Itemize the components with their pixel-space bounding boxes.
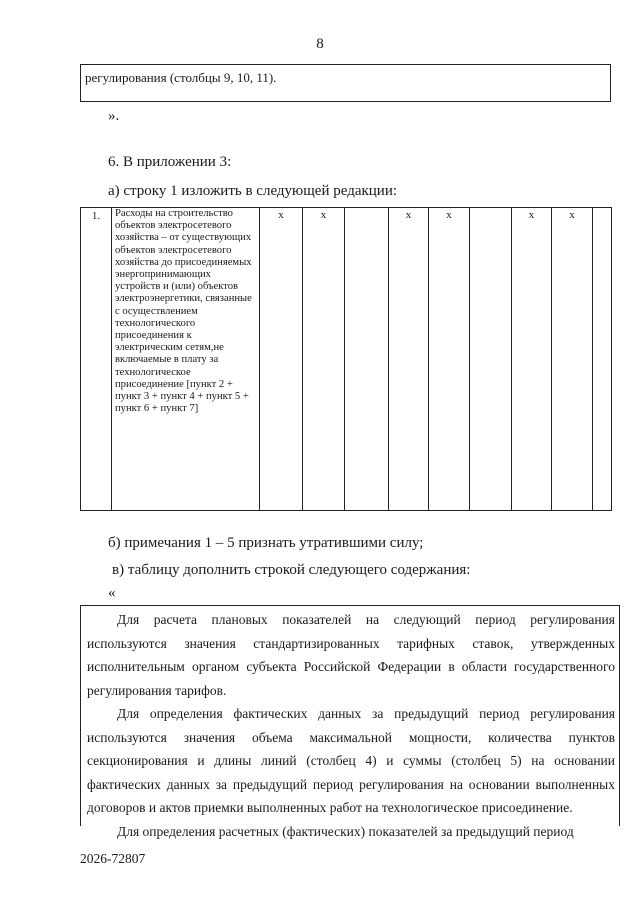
section-heading: 6. В приложении 3: [108,154,232,170]
value-cell: x [389,208,429,511]
row-number-cell: 1. [81,208,112,511]
value-cell: x [303,208,345,511]
page-number: 8 [316,36,324,52]
item-c-text: в) таблицу дополнить строкой следующего содержания: [112,562,471,578]
continued-table-cell [80,64,611,102]
new-row-cell [80,605,620,839]
document-code: 2026-72807 [80,851,146,866]
value-cell [593,208,612,511]
value-cell: x [552,208,593,511]
paragraph: Для определения расчетных (фактических) показателей за предыдущий период [117,823,574,839]
row-description-cell: Расходы на строительство объектов электросетевого хозяйства – от существующих объектов электросетевого хозяйства до присоединяемых энергопринимающих устройств и (или) объектов электроэнергетики, связанные с осуществлением технологического присоединения к электрическим сетям,не включаемые в плату за технологическое присоединение [пункт 2 + пункт 3 + пункт 4 + пункт 5 + пункт 6 + пункт 7] [112,208,260,511]
continued-cell-text: регулирования (столбцы 9, 10, 11). [85,70,277,85]
value-cell: x [429,208,470,511]
item-b-text: б) примечания 1 – 5 признать утратившими силу; [108,535,424,551]
value-cell [345,208,389,511]
value-cell: x [260,208,303,511]
paragraph: Для расчета плановых показателей на следующий период регулирования используются значения стандартизированных тарифных ставок, утвержденных исполнительным органом субъекта Российской Федерации в области государственного регулирования тарифов. [87,612,615,698]
value-cell: x [512,208,552,511]
value-cell [470,208,512,511]
table-row [81,208,612,511]
paragraph: Для определения фактических данных за предыдущий период регулирования используются значения объема максимальной мощности, количества пунктов секционирования и длины линий (столбец 4) и суммы (столбец 5) на основании фактических данных за предыдущий период регулирования на основании выполненных договоров и актов приемки выполненных работ на технологическое присоединение. [87,706,615,815]
closing-quote: ». [108,108,120,124]
row1-table [80,207,612,511]
item-a-text: а) строку 1 изложить в следующей редакции: [108,183,398,199]
opening-quote: « [108,585,116,601]
